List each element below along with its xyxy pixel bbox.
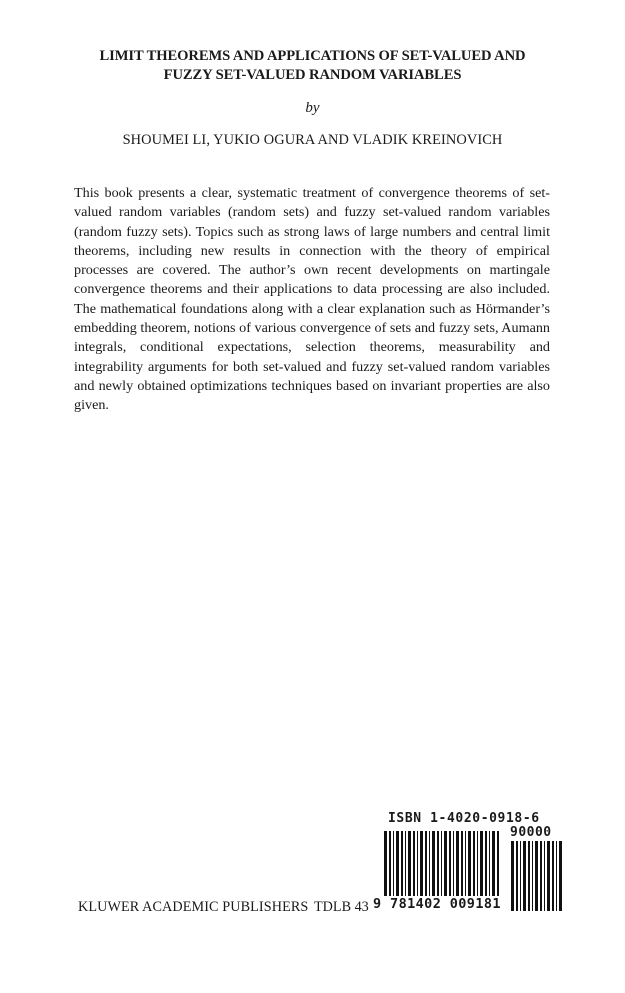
- authors: SHOUMEI LI, YUKIO OGURA AND VLADIK KREINOVICH: [122, 132, 503, 148]
- ean-digits: 9 781402 009181: [373, 896, 501, 912]
- price-code: 90000: [510, 825, 552, 840]
- title-line-1: LIMIT THEOREMS AND APPLICATIONS OF SET-VALUED AND: [99, 48, 526, 64]
- abstract-text: This book presents a clear, systematic treatment of convergence theorems of set-valued random variables (random sets) and fuzzy set-valued random variables (random fuzzy sets). Topics such as strong laws of large numbers and central limit theorems, including new results in connection with the theory of empirical processes are covered. The author’s own recent developments on martingale convergence theorems and their applications to data processing are also included. The mathematical foundations along with a clear explanation such as Hörmander’s embedding theorem, notions of various convergence of sets and fuzzy sets, Aumann integrals, conditional expectations, selection theorems, measurability and integrability arguments for both set-valued and fuzzy set-valued random variables and newly obtained optimizations techniques based on invariant properties are also given.: [74, 185, 550, 414]
- title-line-2: FUZZY SET-VALUED RANDOM VARIABLES: [163, 67, 462, 83]
- by-label: by: [305, 100, 320, 116]
- series-code: TDLB 43: [314, 899, 369, 915]
- book-title: [60, 47, 565, 85]
- publisher-name: KLUWER ACADEMIC PUBLISHERS: [78, 899, 309, 915]
- isbn-label: ISBN 1-4020-0918-6: [388, 811, 540, 826]
